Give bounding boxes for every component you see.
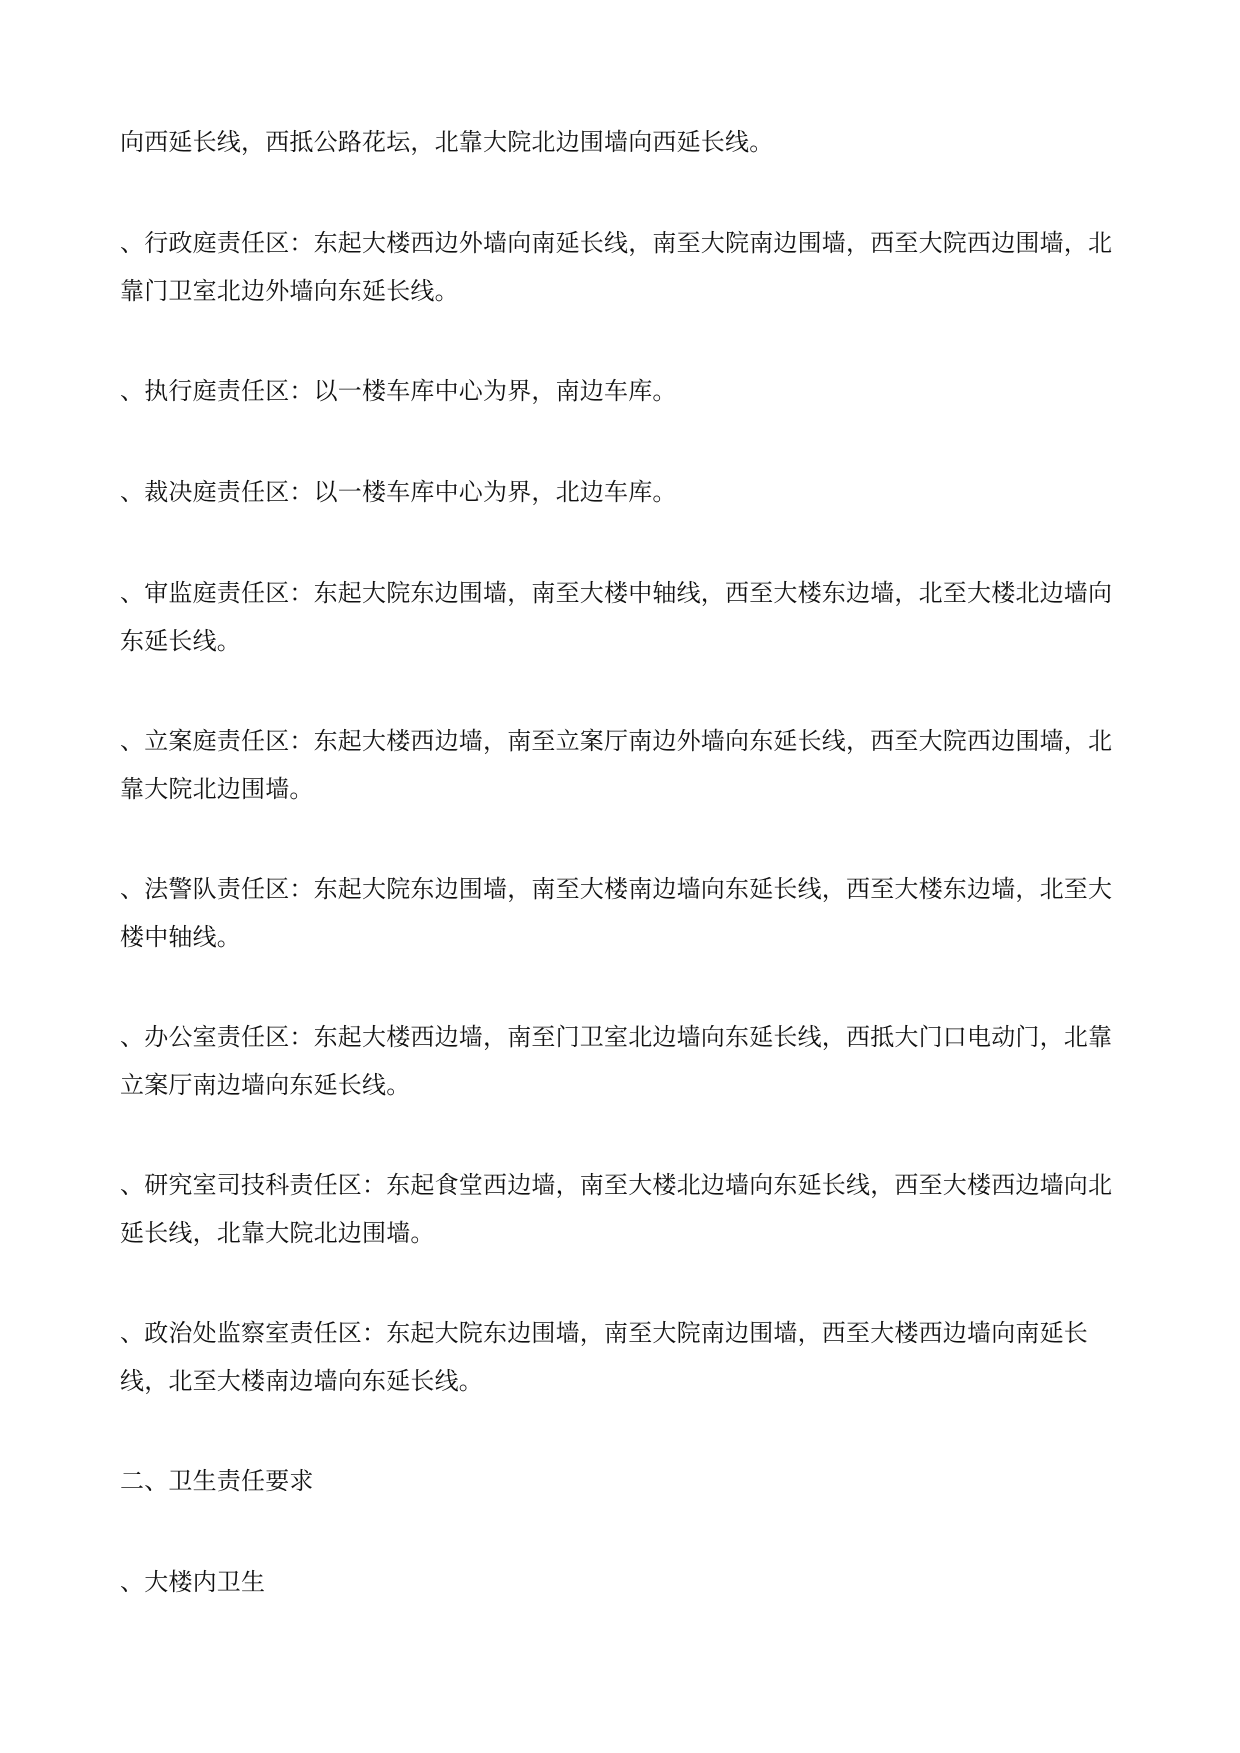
paragraph-filing-court-area: 、立案庭责任区：东起大楼西边墙，南至立案厅南边外墙向东延长线，西至大院西边围墙，北靠大院北边围墙。 [120,727,1113,803]
paragraph-continuation: 向西延长线，西抵公路花坛，北靠大院北边围墙向西延长线。 [120,128,774,156]
section-heading-hygiene-requirements: 二、卫生责任要求 [120,1467,314,1495]
subsection-heading-building-hygiene: 、大楼内卫生 [120,1568,266,1596]
paragraph-admin-court-area: 、行政庭责任区：东起大楼西边外墙向南延长线，南至大院南边围墙，西至大院西边围墙，北靠门卫室北边外墙向东延长线。 [120,229,1113,305]
paragraph-bailiff-team-area: 、法警队责任区：东起大院东边围墙，南至大楼南边墙向东延长线，西至大楼东边墙，北至大楼中轴线。 [120,875,1113,951]
paragraph-research-office-area: 、研究室司技科责任区：东起食堂西边墙，南至大楼北边墙向东延长线，西至大楼西边墙向北延长线，北靠大院北边围墙。 [120,1171,1113,1247]
paragraph-political-office-area: 、政治处监察室责任区：东起大院东边围墙，南至大院南边围墙，西至大楼西边墙向南延长线，北至大楼南边墙向东延长线。 [120,1319,1088,1395]
paragraph-enforcement-court-area: 、执行庭责任区：以一楼车库中心为界，南边车库。 [120,377,677,405]
paragraph-adjudication-court-area: 、裁决庭责任区：以一楼车库中心为界，北边车库。 [120,478,677,506]
paragraph-supervision-court-area: 、审监庭责任区：东起大院东边围墙，南至大楼中轴线，西至大楼东边墙，北至大楼北边墙向东延长线。 [120,579,1113,655]
paragraph-office-area: 、办公室责任区：东起大楼西边墙，南至门卫室北边墙向东延长线，西抵大门口电动门，北靠立案厅南边墙向东延长线。 [120,1023,1113,1099]
document-page [120,118,1130,1659]
